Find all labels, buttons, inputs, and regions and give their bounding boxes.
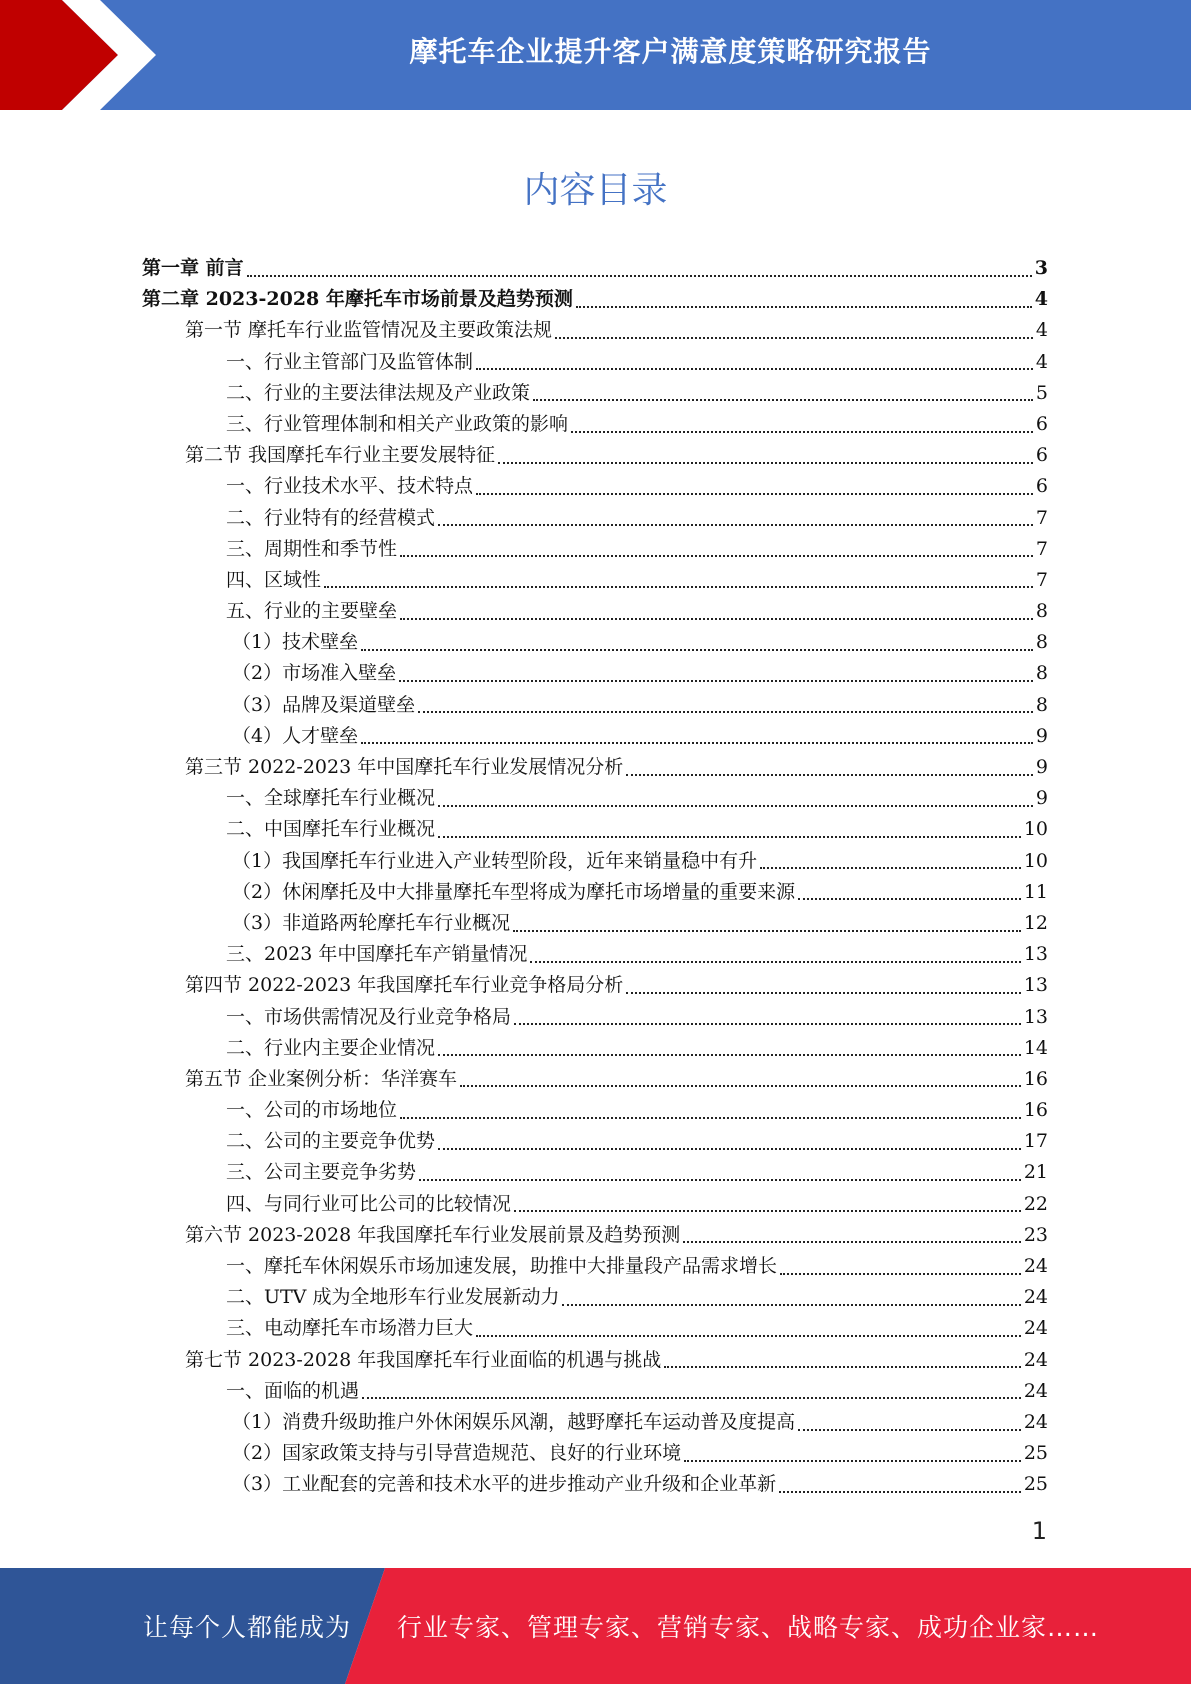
toc-entry[interactable] <box>142 1002 1048 1033</box>
toc-entry-page: 16 <box>1023 1099 1048 1122</box>
toc-entry-title: 一、行业主管部门及监管体制 <box>226 350 474 373</box>
toc-dot-leader <box>438 524 1033 526</box>
toc-entry-title: 三、2023 年中国摩托车产销量情况 <box>226 943 528 966</box>
toc-entry-page: 12 <box>1023 911 1048 934</box>
table-of-contents <box>142 253 1048 1501</box>
report-title: 摩托车企业提升客户满意度策略研究报告 <box>409 35 932 68</box>
toc-entry-title: 二、UTV 成为全地形车行业发展新动力 <box>226 1286 560 1309</box>
toc-entry-title: （1）技术壁垒 <box>232 631 359 654</box>
toc-entry-page: 14 <box>1023 1036 1048 1059</box>
toc-dot-leader <box>798 898 1021 900</box>
toc-dot-leader <box>498 462 1033 464</box>
toc-entry-page: 25 <box>1023 1442 1048 1465</box>
toc-entry-page: 6 <box>1035 444 1048 467</box>
toc-entry-title: 一、市场供需情况及行业竞争格局 <box>226 1005 512 1028</box>
toc-entry-title: （2）国家政策支持与引导营造规范、良好的行业环境 <box>232 1442 682 1465</box>
toc-entry-title: 一、全球摩托车行业概况 <box>226 787 436 810</box>
toc-entry-page: 11 <box>1023 880 1048 903</box>
toc-dot-leader <box>798 1429 1021 1431</box>
toc-entry-page: 4 <box>1035 319 1048 342</box>
toc-entry-title: 二、行业特有的经营模式 <box>226 506 436 529</box>
toc-dot-leader <box>780 1273 1021 1275</box>
toc-dot-leader <box>400 555 1033 557</box>
toc-entry[interactable] <box>142 1313 1048 1344</box>
toc-entry-page: 23 <box>1023 1223 1048 1246</box>
toc-entry[interactable] <box>142 1438 1048 1469</box>
toc-dot-leader <box>626 992 1021 994</box>
toc-entry[interactable] <box>142 783 1048 814</box>
toc-entry[interactable] <box>142 970 1048 1001</box>
toc-entry-page: 6 <box>1035 412 1048 435</box>
toc-entry-title: 第一节 摩托车行业监管情况及主要政策法规 <box>185 319 553 342</box>
page-footer <box>0 1568 1191 1684</box>
toc-entry-title: （1）消费升级助推户外休闲娱乐风潮，越野摩托车运动普及度提高 <box>232 1410 796 1433</box>
toc-entry[interactable] <box>142 690 1048 721</box>
toc-dot-leader <box>419 1179 1021 1181</box>
toc-dot-leader <box>460 1085 1021 1087</box>
toc-entry-title: （2）休闲摩托及中大排量摩托车型将成为摩托市场增量的重要来源 <box>232 880 796 903</box>
toc-entry-page: 24 <box>1023 1348 1048 1371</box>
toc-dot-leader <box>438 1148 1021 1150</box>
toc-dot-leader <box>400 1117 1021 1119</box>
toc-entry-title: 一、面临的机遇 <box>226 1379 360 1402</box>
toc-heading: 内容目录 <box>523 170 668 211</box>
toc-entry[interactable] <box>142 1033 1048 1064</box>
toc-entry[interactable] <box>142 908 1048 939</box>
toc-entry[interactable] <box>142 658 1048 689</box>
toc-entry[interactable] <box>142 1064 1048 1095</box>
toc-entry[interactable] <box>142 471 1048 502</box>
toc-dot-leader <box>476 493 1033 495</box>
toc-dot-leader <box>571 431 1033 433</box>
toc-entry[interactable] <box>142 315 1048 346</box>
toc-entry-page: 9 <box>1035 787 1048 810</box>
toc-entry-page: 13 <box>1023 943 1048 966</box>
toc-entry-page: 24 <box>1023 1410 1048 1433</box>
toc-entry-title: （3）品牌及渠道壁垒 <box>232 693 416 716</box>
toc-entry-title: 一、摩托车休闲娱乐市场加速发展，助推中大排量段产品需求增长 <box>226 1255 778 1277</box>
toc-entry-title: 三、公司主要竞争劣势 <box>226 1161 417 1184</box>
toc-entry-title: 三、电动摩托车市场潜力巨大 <box>226 1317 474 1340</box>
toc-dot-leader <box>576 306 1032 308</box>
toc-entry-page: 8 <box>1035 693 1048 716</box>
toc-entry-title: 第四节 2022-2023 年我国摩托车行业竞争格局分析 <box>185 974 624 997</box>
toc-dot-leader <box>514 1023 1021 1025</box>
toc-entry-page: 24 <box>1023 1317 1048 1340</box>
toc-entry-page: 9 <box>1035 724 1048 747</box>
toc-entry[interactable] <box>142 814 1048 845</box>
toc-dot-leader <box>247 275 1032 277</box>
toc-entry-title: 二、中国摩托车行业概况 <box>226 818 436 841</box>
toc-entry[interactable] <box>142 1469 1048 1500</box>
toc-entry-title: 一、公司的市场地位 <box>226 1099 398 1122</box>
toc-dot-leader <box>555 337 1033 339</box>
toc-entry-page: 4 <box>1035 350 1048 373</box>
toc-entry[interactable] <box>142 253 1048 284</box>
toc-dot-leader <box>438 805 1033 807</box>
toc-entry[interactable] <box>142 1376 1048 1407</box>
toc-entry-page: 8 <box>1035 631 1048 654</box>
toc-entry[interactable] <box>142 846 1048 877</box>
toc-entry[interactable] <box>142 534 1048 565</box>
toc-entry-title: 三、周期性和季节性 <box>226 537 398 560</box>
toc-entry[interactable] <box>142 1126 1048 1157</box>
toc-entry[interactable] <box>142 1282 1048 1313</box>
toc-entry-page: 13 <box>1023 974 1048 997</box>
toc-entry-title: 二、行业的主要法律法规及产业政策 <box>226 381 531 404</box>
toc-dot-leader <box>361 742 1033 744</box>
toc-entry-title: （1）我国摩托车行业进入产业转型阶段，近年来销量稳中有升 <box>232 849 758 872</box>
toc-entry[interactable] <box>142 1251 1048 1282</box>
toc-dot-leader <box>684 1460 1021 1462</box>
toc-entry-page: 9 <box>1035 756 1048 778</box>
toc-entry-page: 21 <box>1023 1161 1048 1184</box>
toc-entry[interactable] <box>142 409 1048 440</box>
toc-entry[interactable] <box>142 1407 1048 1438</box>
toc-entry[interactable] <box>142 378 1048 409</box>
toc-entry-page: 5 <box>1035 381 1048 404</box>
toc-dot-leader <box>361 649 1033 651</box>
toc-entry-title: （3）非道路两轮摩托车行业概况 <box>232 911 511 934</box>
footer-slogan-left: 让每个人都能成为 <box>143 1613 352 1642</box>
toc-dot-leader <box>438 1054 1021 1056</box>
toc-entry[interactable] <box>142 627 1048 658</box>
toc-entry-page: 7 <box>1035 568 1048 591</box>
toc-entry-title: 二、行业内主要企业情况 <box>226 1036 436 1059</box>
toc-dot-leader <box>760 867 1021 869</box>
toc-entry-title: 第一章 前言 <box>142 257 244 279</box>
toc-entry-page: 25 <box>1023 1473 1048 1496</box>
toc-entry[interactable] <box>142 752 1048 783</box>
toc-dot-leader <box>476 1335 1021 1337</box>
toc-dot-leader <box>324 586 1033 588</box>
toc-entry-page: 7 <box>1035 506 1048 529</box>
toc-entry-page: 17 <box>1023 1130 1048 1153</box>
toc-entry-title: （3）工业配套的完善和技术水平的进步推动产业升级和企业革新 <box>232 1473 777 1496</box>
toc-entry[interactable] <box>142 1189 1048 1220</box>
toc-dot-leader <box>626 774 1033 776</box>
toc-dot-leader <box>530 961 1020 963</box>
toc-entry-page: 8 <box>1035 662 1048 685</box>
toc-entry-title: 二、公司的主要竞争优势 <box>226 1130 436 1153</box>
toc-dot-leader <box>513 930 1021 932</box>
toc-entry-page: 13 <box>1023 1005 1048 1028</box>
toc-entry-page: 24 <box>1023 1379 1048 1402</box>
toc-entry-page: 8 <box>1035 600 1048 623</box>
toc-entry-page: 16 <box>1023 1067 1048 1090</box>
toc-entry[interactable] <box>142 1157 1048 1188</box>
toc-dot-leader <box>476 368 1033 370</box>
toc-entry-page: 6 <box>1035 475 1048 498</box>
toc-entry-page: 10 <box>1023 849 1048 872</box>
toc-entry-title: 四、与同行业可比公司的比较情况 <box>226 1192 512 1215</box>
toc-entry[interactable] <box>142 503 1048 534</box>
toc-entry-title: 三、行业管理体制和相关产业政策的影响 <box>226 412 569 435</box>
toc-entry-title: 一、行业技术水平、技术特点 <box>226 475 474 498</box>
toc-entry[interactable] <box>142 284 1048 315</box>
toc-entry-title: 第七节 2023-2028 年我国摩托车行业面临的机遇与挑战 <box>185 1348 662 1371</box>
toc-dot-leader <box>683 1241 1021 1243</box>
toc-entry-page: 24 <box>1023 1286 1048 1309</box>
toc-dot-leader <box>664 1366 1021 1368</box>
toc-entry-title: 五、行业的主要壁垒 <box>226 600 398 623</box>
toc-entry[interactable] <box>142 1345 1048 1376</box>
toc-dot-leader <box>779 1491 1021 1493</box>
toc-entry-page: 10 <box>1023 818 1048 841</box>
toc-entry[interactable] <box>142 877 1048 908</box>
toc-dot-leader <box>399 680 1033 682</box>
toc-entry-title: （2）市场准入壁垒 <box>232 662 397 685</box>
toc-entry-page: 22 <box>1023 1192 1048 1215</box>
toc-dot-leader <box>418 711 1033 713</box>
toc-entry-title: （4）人才壁垒 <box>232 724 359 747</box>
toc-entry-title: 四、区域性 <box>226 568 322 591</box>
header-chevron-icon <box>0 0 160 110</box>
toc-entry[interactable] <box>142 596 1048 627</box>
toc-entry-page: 24 <box>1023 1255 1048 1277</box>
toc-entry-title: 第五节 企业案例分析：华洋赛车 <box>185 1067 458 1090</box>
toc-dot-leader <box>562 1304 1020 1306</box>
toc-dot-leader <box>400 618 1033 620</box>
toc-entry-title: 第二章 2023-2028 年摩托车市场前景及趋势预测 <box>142 288 573 311</box>
toc-entry[interactable] <box>142 347 1048 378</box>
toc-entry[interactable] <box>142 1220 1048 1251</box>
toc-entry-page: 7 <box>1035 537 1048 560</box>
page-number: 1 <box>1031 1517 1047 1545</box>
toc-entry[interactable] <box>142 721 1048 752</box>
toc-dot-leader <box>514 1210 1021 1212</box>
toc-entry-title: 第六节 2023-2028 年我国摩托车行业发展前景及趋势预测 <box>185 1223 681 1246</box>
toc-dot-leader <box>533 399 1033 401</box>
toc-dot-leader <box>438 836 1021 838</box>
page-header <box>0 0 1191 110</box>
toc-entry-title: 第二节 我国摩托车行业主要发展特征 <box>185 444 496 467</box>
toc-dot-leader <box>362 1397 1021 1399</box>
toc-entry[interactable] <box>142 1095 1048 1126</box>
toc-entry-title: 第三节 2022-2023 年中国摩托车行业发展情况分析 <box>185 756 624 778</box>
toc-entry[interactable] <box>142 939 1048 970</box>
footer-slogan-right: 行业专家、管理专家、营销专家、战略专家、成功企业家…… <box>397 1613 1100 1642</box>
toc-entry-page: 4 <box>1034 288 1048 311</box>
toc-entry[interactable] <box>142 440 1048 471</box>
toc-entry[interactable] <box>142 565 1048 596</box>
toc-entry-page: 3 <box>1034 257 1048 279</box>
